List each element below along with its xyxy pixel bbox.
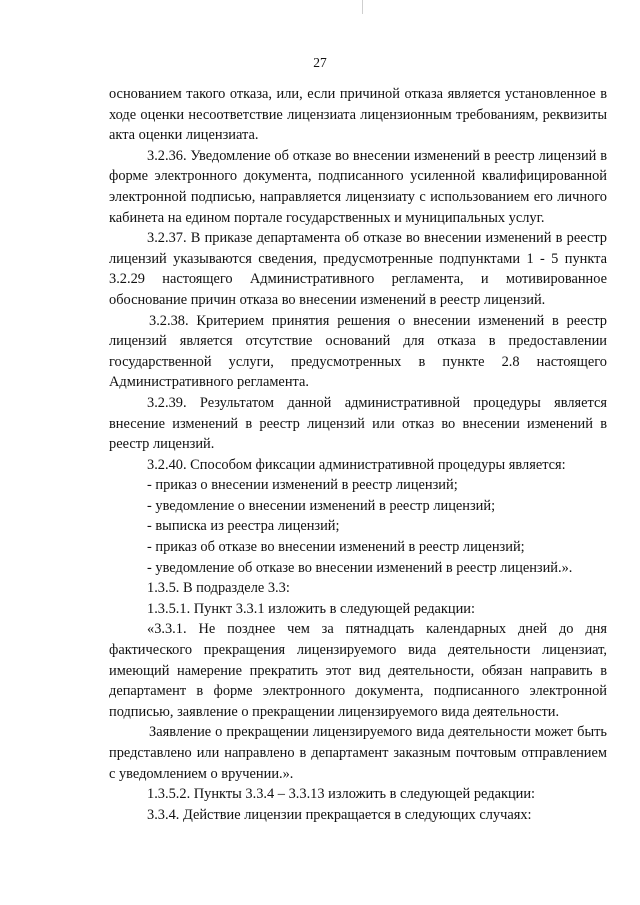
scan-artifact	[362, 0, 363, 14]
paragraph-3-2-40: 3.2.40. Способом фиксации административной процедуры является:	[147, 456, 566, 473]
paragraph-3-2-37: 3.2.37. В приказе департамента об отказе во внесении изменений в реестр лицензий указываются сведения, предусмотренные подпунктами 1 - 5 пункта 3.2.29 настоящего Административного регламента, и мотивированное обоснование причин отказа во внесении изменений в реестр лицензий.	[109, 230, 607, 308]
paragraph-3-2-38: 3.2.38. Критерием принятия решения о внесении изменений в реестр лицензий является отсутствие оснований для отказа в предоставлении государственной услуги, предусмотренных в пункте 2.8 настоящего Административного регламента.	[109, 312, 607, 391]
list-item: - выписка из реестра лицензий;	[147, 518, 340, 535]
list-item: - уведомление о внесении изменений в реестр лицензий;	[147, 497, 496, 514]
list-item: - приказ о внесении изменений в реестр лицензий;	[147, 477, 458, 494]
paragraph-1-3-5: 1.3.5. В подразделе 3.3:	[147, 580, 290, 597]
paragraph-1-3-5-2: 1.3.5.2. Пункты 3.3.4 – 3.3.13 изложить в следующей редакции:	[147, 786, 536, 803]
paragraph-3-2-39: 3.2.39. Результатом данной административной процедуры является внесение изменений в реестр лицензий или отказ во внесении изменений в реестр лицензий.	[109, 394, 607, 453]
paragraph-3-2-36: 3.2.36. Уведомление об отказе во внесении изменений в реестр лицензий в форме электронного документа, подписанного усиленной квалифицированной электронной подписью, направляется лицензиату с использованием его личного кабинета на едином портале государственных и муниципальных услуг.	[109, 147, 607, 226]
paragraph-3-3-1: «3.3.1. Не позднее чем за пятнадцать календарных дней до дня фактического прекращения лицензируемого вида деятельности лицензиат, имеющий намерение прекратить этот вид деятельности, обязан направить в департамент в форме электронного документа, подписанного электронной подписью, заявление о прекращении лицензируемого вида деятельности.	[109, 621, 607, 720]
paragraph-continuation: основанием такого отказа, или, если причиной отказа является установленное в ходе оценки несоответствие лицензиата лицензионным требованиям, реквизиты акта оценки лицензиата.	[109, 86, 607, 144]
list-item: - приказ об отказе во внесении изменений в реестр лицензий;	[147, 539, 525, 556]
document-body	[109, 84, 607, 825]
paragraph-statement: Заявление о прекращении лицензируемого вида деятельности может быть представлено или направлено в департамент заказным почтовым отправлением с уведомлением о вручении.».	[109, 724, 607, 782]
paragraph-1-3-5-1: 1.3.5.1. Пункт 3.3.1 изложить в следующей редакции:	[147, 600, 476, 617]
page-number: 27	[313, 55, 327, 70]
list-item: - уведомление об отказе во внесении изменений в реестр лицензий.».	[147, 559, 573, 576]
paragraph-3-3-4: 3.3.4. Действие лицензии прекращается в следующих случаях:	[147, 806, 532, 823]
